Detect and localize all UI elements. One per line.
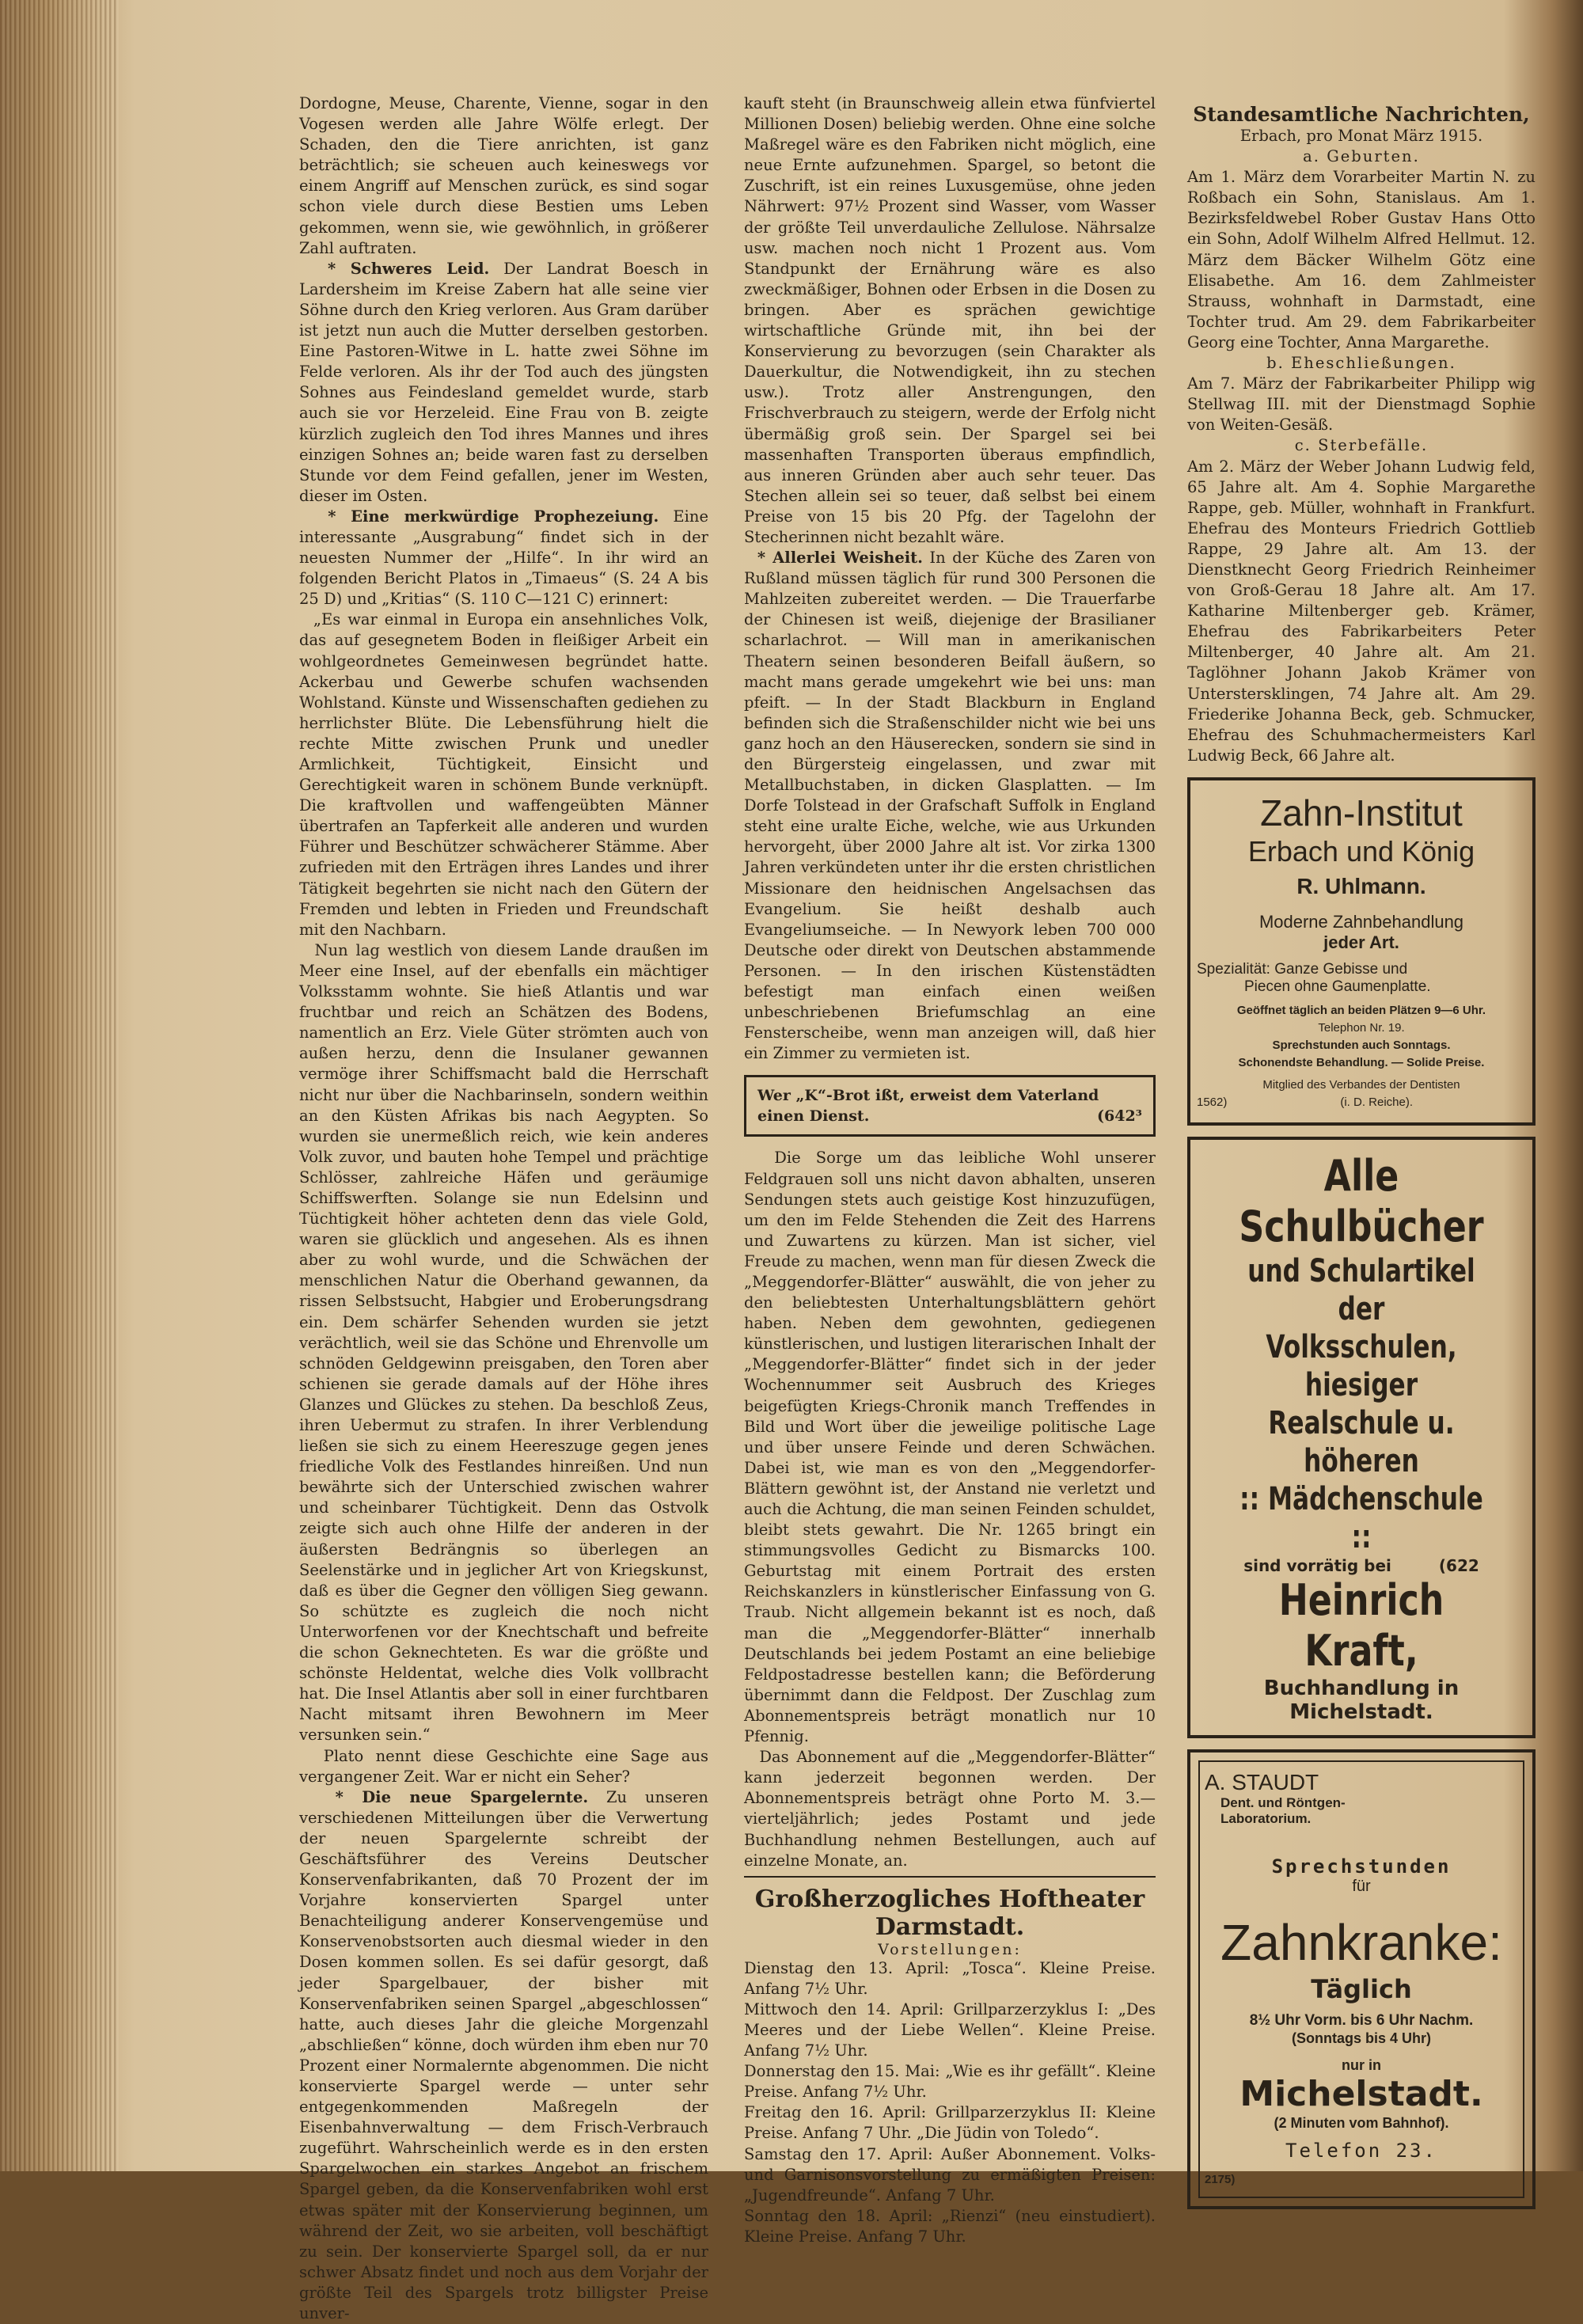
- article-meggendorfer: Die Sorge um das leibliche Wohl unserer Feldgrauen soll uns nicht davon abhalten, unseren Sendungen stets auch geistige Kost hinzuzufügen, um den im Felde Stehenden die Zeit des Harrens und Zuwartens zu kürzen. Man ist sicher, viel Freude zu machen, wenn man für diesen Zweck die „Meggendorfer-Blätter“ auswählt, die von jeher zu den beliebtesten Unterhaltungsblättern gehört haben. Neben dem gewohnten, gediegenen künstlerischen, und lustigen literarischen Inhalt der „Meggendorfer-Blätter“ findet sich in der jeder Wochennummer seit Ausbruch des Krieges beigefügten Kriegs-Chronik manch Treffendes in Bild und Wort über die jeweilige politische Lage und über unsere Feinde und deren Schwächen. Dabei ist, wie man es von den „Meggendorfer-Blättern gewöhnt ist, der Anstand nie verletzt und auch die Achtung, die man seinen Feinden schuldet, bleibt stets gewahrt. Die Nr. 1265 bringt ein stimmungsvolles Gedicht zu Bismarcks 100. Geburtstag mit einem Portrait des ersten Reichskanzlers in künstlerischer Einfassung von G. Traub. Nicht allgemein bekannt ist es noch, daß man die „Meggendorfer-Blätter“ innerhalb Deutschlands bei jedem Postamt an eine beliebige Feldpostadresse bestellen kann; die Beförderung übernimmt dann die Feldpost. Der Zuschlag zum Abonnementspreis beträgt monatlich nur 10 Pfennig.: [744, 1149, 1156, 1746]
- ad-staudt: [1187, 1749, 1536, 2209]
- ad-sub: Dent. und Röntgen-: [1220, 1794, 1346, 1810]
- article-paragraph: Nun lag westlich von diesem Lande draußen im Meer eine Insel, auf der ebenfalls ein mächtiger Volksstamm wohnte. Sie hieß Atlantis und war fruchtbar und reich an Schätzen des Bodens, namentlich an Erz. Viele Güter strömten auch von außen herzu, denn die Insulaner gewannen vermöge ihrer Schiffsmacht bald die Herrschaft nicht nur über die Nachbarinseln, sondern weithin an den Küsten Afrikas bis nach Aegypten. So wurden sie unermeßlich reich, wie kein anderes Volk zuvor, und bauten hohe Tempel und prächtige Schlösser, zahlreiche Häfen und geräumige Schiffswerften. Solange sie nun Edelsinn und Tüchtigkeit höher achteten denn das viele Gold, waren sie glücklich und angesehen. Als es ihnen aber zu wohl wurde, und die Schwächen der menschlichen Natur die Oberhand gewannen, da rissen Selbstsucht, Habgier und Eroberungsdrang ein. Dem schärfer Sehenden wurden sie jetzt verächtlich, weil sie das Schöne und Ehrenvolle um schnöden Geldgewinn preisgaben, den Toren aber schienen sie gerade damals auf der Höhe ihres Glanzes und Glückes zu stehen. Da beschloß Zeus, ihren Uebermut zu strafen. In ihrer Verblendung ließen sie sich zu einem Heereszuge gegen jenes friedliche Volk des Festlandes hinreißen. Und nun bewährte sich der Unterschied zwischen wahrer und scheinbarer Tüchtigkeit. Denn das Ostvolk zeigte sich auch ohne Hilfe der anderen in der äußersten Bedrängnis so überlegen an Seelenstärke und in jeglicher Art von Kriegskunst, daß es über die Gegner den völligen Sieg gewann. So schützte es zugleich die noch nicht Unterworfenen vor der Knechtschaft und befreite die schon Geknechteten. Es war die größte und schönste Heldentat, welche dies Volk vollbracht hat. Die Insel Atlantis aber soll in einer furchtbaren Nacht mitsamt ihren Bewohnern im Meer versunken sein.“: [299, 940, 708, 1745]
- ad-title: A. STAUDT: [1205, 1769, 1319, 1794]
- ad-zahn-institut: [1187, 777, 1536, 1126]
- column-middle: [744, 93, 1156, 2246]
- ad-row: [1197, 1556, 1526, 1575]
- standesamt-text: Am 7. März der Fabrikarbeiter Philipp wig Stellwag III. mit der Dienstmagd Sophie von Weiten-Gesäß.: [1187, 374, 1536, 435]
- ad-sub: Laboratorium.: [1220, 1810, 1312, 1826]
- kbrot-line2: einen Dienst.: [757, 1107, 870, 1126]
- article-spargelernte: * Die neue Spargelernte. Zu unseren verschiedenen Mitteilungen über die Verwertung der neuen Spargelernte schreibt der Geschäftsführer des Vereins Deutscher Konservenfabrikanten, daß 70 Prozent der im Vorjahre konservierten Spargel unter Benachteiligung anderer Konservengemüse und Konservenobstsorten auch diesmal wieder in den Dosen kommen sollen. Es sei dafür gesorgt, daß jeder Spargelbauer, der bisher mit Konservenfabriken seinen Spargel „abgeschlossen“ hatte, auch dieses Jahr die gleiche Morgenzahl „abschließen“ könne, doch würden ihm eben nur 70 Prozent einer Normalernte abgenommen. Die nicht konservierte Spargel werde — unter sehr entgegenkommenden Maßregeln der Eisenbahnverwaltung — dem Frisch-Verbrauch zugeführt. Wahrscheinlich werde es in den ersten Spargelwochen ein starkes Angebot an frischem Spargel geben, da die Konservenfabriken wohl erst etwas später mit der Konservierung beginnen, um während der Zeit, wo sie arbeiten, voll beschäftigt zu sein. Der konservierte Spargel soll, da er nur schwer Absatz findet und noch aus dem Vorjahr der größte Teil des Spargels trotz billigster Preise unver-: [299, 1787, 708, 2323]
- divider: [744, 1876, 1156, 1878]
- ad-owner: R. Uhlmann.: [1296, 873, 1426, 898]
- column-right: [1187, 103, 1536, 2186]
- ad-care: Schonendste Behandlung. — Solide Preise.: [1238, 1055, 1485, 1069]
- ad-phone: Telephon Nr. 19.: [1318, 1020, 1405, 1035]
- ad-schulbuecher: [1187, 1137, 1536, 1738]
- ad-spec: Spezialität: Ganze Gebisse und: [1197, 960, 1408, 978]
- ad-city: Michelstadt.: [1239, 2073, 1483, 2114]
- ad-sunday: Sprechstunden auch Sonntags.: [1272, 1038, 1451, 1052]
- column-left: [299, 93, 708, 2323]
- standesamt-text: Am 2. März der Weber Johann Ludwig feld, 65 Jahre alt. Am 4. Sophie Margarethe Rappe, geb. Müller, wohnhaft in Frankfurt. Ehefrau des Monteurs Friedrich Gottlieb Rappe, 29 Jahre alt. Am 13. der Dienstknecht Georg Friedrich Reinheimer von Groß-Gerau 18 Jahre alt. Am 17. Katharine Miltenberger geb. Krämer, Ehefrau des Fabrikarbeiters Peter Miltenberger, 40 Jahre alt. Am 21. Taglöhner Johann Jakob Krämer von Unterstersklingen, 74 Jahre alt. Am 29. Friederike Johanna Beck, geb. Schmucker, Ehefrau des Schuhmachermeisters Karl Ludwig Beck, 66 Jahre alt.: [1187, 457, 1536, 765]
- ad-seller-location: Buchhandlung in Michelstadt.: [1263, 1676, 1460, 1724]
- standesamt-heading: a. Geburten.: [1303, 147, 1420, 166]
- ad-fuer: für: [1352, 1877, 1371, 1895]
- ad-line: Realschule u. höheren: [1268, 1404, 1455, 1479]
- theater-entry: Donnerstag den 15. Mai: „Wie es ihr gefällt“. Kleine Preise. Anfang 7½ Uhr.: [744, 2062, 1156, 2102]
- ad-station: (2 Minuten vom Bahnhof).: [1274, 2114, 1449, 2131]
- ad-title: Zahn-Institut: [1260, 792, 1463, 834]
- ad-sprechstunden: Sprechstunden: [1271, 1855, 1452, 1878]
- ad-line: Moderne Zahnbehandlung: [1258, 911, 1464, 932]
- theater-entry: Sonntag den 18. April: „Rienzi“ (neu einstudiert). Kleine Preise. Anfang 7 Uhr.: [744, 2206, 1156, 2246]
- ad-taeglich: Täglich: [1311, 1973, 1412, 2004]
- ad-telefon: Telefon 23.: [1285, 2139, 1437, 2162]
- kbrot-notice: [744, 1075, 1156, 1137]
- standesamt-text: Am 1. März dem Vorarbeiter Martin N. zu Roßbach ein Sohn, Stanislaus. Am 1. Bezirksfeldwebel Rober Gustav Hans Otto ein Sohn, Adolf Wilhelm Alfred Hellmut. 12. März dem Bäcker Wilhelm Götz eine Elisabethe. Am 16. dem Zahlmeister Strauss, wohnhaft in Darmstadt, eine Tochter trud. Am 29. dem Fabrikarbeiter Georg eine Tochter, Anna Margarethe.: [1187, 168, 1536, 351]
- article-paragraph: kauft steht (in Braunschweig allein etwa fünfviertel Millionen Dosen) beliebig werden. Ohne eine solche Maßregel wäre es den Fabriken nicht möglich, eine neue Ernte aufzunehmen. Spargel, so betont die Zuschrift, ist ein reines Luxusgemüse, ohne jeden Nährwert: 97½ Prozent sind Wasser, vom Wasser der größte Teil unverdauliche Zellulose. Nährsalze usw. machen noch nicht 1 Prozent aus. Vom Standpunkt der Ernährung wäre es also zweckmäßiger, Bohnen oder Erbsen in die Dosen zu bringen. Aber es sprächen gewichtige wirtschaftliche Gründe mit, ihn bei der Konservierung zu bevorzugen (sein Charakter als Dauerkultur, die Notwendigkeit, ihn zu stechen usw.). Trotz aller Anstrengungen, den Frischverbrauch zu steigern, werde der Erfolg nicht übermäßig groß sein. Der Spargel sei bei massenhaften Transporten überaus empfindlich, aus inneren Gründen aber auch sehr teuer. Das Stechen allein sei so teuer, daß selbst bei einem Preise von 15 bis 20 Pfg. der Tagelohn der Stecherinnen nicht bezahlt wäre.: [744, 94, 1156, 546]
- ad-code: (622: [1438, 1555, 1479, 1575]
- standesamt-heading: c. Sterbefälle.: [1294, 436, 1429, 455]
- theater-subtitle: Vorstellungen:: [878, 1940, 1022, 1958]
- ad-line: Volksschulen, hiesiger: [1266, 1328, 1457, 1403]
- ad-nur: nur in: [1342, 2056, 1381, 2073]
- standesamt-dateline: Erbach, pro Monat März 1915.: [1239, 127, 1483, 145]
- ad-sunday: (Sonntags bis 4 Uhr): [1291, 2030, 1431, 2046]
- theater-entry: Freitag den 16. April: Grillparzerzyklus II: Kleine Preise. Anfang 7 Uhr. „Die Jüdin von Toledo“.: [744, 2103, 1156, 2143]
- ad-code: 1562): [1197, 1095, 1228, 1109]
- article-schweres-leid: * Schweres Leid. Der Landrat Boesch in Lardersheim im Kreise Zabern hat alle seine vier Söhne durch den Krieg verloren. Aus Gram darüber ist jetzt nun auch die Mutter derselben gestorben. Eine Pastoren-Witwe in L. hatte zwei Söhne im Felde verloren. Als ihr der Tod auch des jüngsten Sohnes aus Feindesland gemeldet wurde, starb auch sie vor Herzeleid. Eine Frau von B. zeigte kürzlich zugleich den Tod ihres Mannes und ihres einzigen Sohnes an; beide waren fast zu derselben Stunde vor dem Feind gefallen, jener im Westen, dieser im Osten.: [299, 259, 708, 505]
- ad-staudt-inner: [1198, 1760, 1524, 2198]
- ad-member: Mitglied des Verbandes der Dentisten: [1262, 1077, 1460, 1092]
- kbrot-line1: Wer „K“-Brot ißt, erweist dem Vaterland: [757, 1087, 1099, 1105]
- ad-code: 2175): [1205, 2172, 1236, 2186]
- theater-entry: Mittwoch den 14. April: Grillparzerzyklus I: „Des Meeres und der Liebe Wellen“. Kleine Preise. Anfang 7½ Uhr.: [744, 1999, 1156, 2060]
- ad-names: Erbach und König: [1247, 834, 1475, 868]
- article-paragraph: Dordogne, Meuse, Charente, Vienne, sogar in den Vogesen werden alle Jahre Wölfe erlegt. Der Schaden, den die Tiere anrichten, ist ganz beträchtlich; sie scheuen auch keineswegs vor einem Angriff auf Menschen zurück, es sind sogar schon viele durch diese Bestien ums Leben gekommen, wenn sie, wie gewöhnlich, in größerer Zahl auftraten.: [299, 94, 708, 257]
- article-abonnement: Das Abonnement auf die „Meggendorfer-Blätter“ kann jederzeit begonnen werden. Der Abonnementspreis beträgt ohne Porto M. 3.— vierteljährlich; jedes Postamt und jede Buchhandlung nehmen Bestellungen, auch auf einzelne Monate, an.: [744, 1748, 1156, 1870]
- article-prophezeiung: * Eine merkwürdige Prophezeiung. Eine interessante „Ausgrabung“ findet sich in der neuesten Nummer der „Hilfe“. In ihr wird an folgenden Bericht Platos in „Timaeus“ (S. 24 A bis 25 D) und „Kritias“ (S. 110 C—121 C) erinnert:: [299, 507, 708, 609]
- article-weisheit: * Allerlei Weisheit. In der Küche des Zaren von Rußland müssen täglich für rund 300 Personen die Mahlzeiten zubereitet werden. — Die Trauerfarbe der Chinesen ist weiß, diejenige der Brasilianer scharlachrot. — Will man in amerikanischen Theatern seinen besonderen Beifall äußern, so macht mans gerade umgekehrt wie bei uns: man pfeift. — In der Stadt Blackburn in England befinden sich die Straßenschilder nicht wie bei uns ganz hoch an den Häuserecken, sondern sie sind in den Bürgersteig eingelassen, und zwar mit Metallbuchstaben, in dicken Glasplatten. — Im Dorfe Tolstead in der Grafschaft Suffolk in England steht eine uralte Eiche, welche, wie aus Urkunden hervorgeht, über 2000 Jahre alt ist. Vor zirka 1300 Jahren verkündeten unter ihr die ersten christlichen Missionare den heidnischen Angelsachsen das Evangelium. Sie heißt deshalb auch Evangeliumseiche. — In Newyork leben 700 000 Deutsche oder direkt von Deutschen abstammende Personen. — In den irischen Küstenstädten befestigt man einfach einen weißen unbeschriebenen Briefumschlag an eine Fensterscheibe, wenn man anzeigen will, daß hier ein Zimmer zu vermieten ist.: [744, 549, 1156, 1063]
- ad-assoc: (i. D. Reiche).: [1340, 1095, 1414, 1109]
- theater-title: Großherzogliches Hoftheater Darmstadt.: [754, 1885, 1145, 1941]
- ad-zahnkranke: Zahnkranke:: [1220, 1913, 1502, 1971]
- standesamt-title: Standesamtliche Nachrichten,: [1193, 103, 1530, 126]
- theater-entry: Dienstag den 13. April: „Tosca“. Kleine Preise. Anfang 7½ Uhr.: [744, 1958, 1156, 1998]
- standesamt-heading: b. Eheschließungen.: [1266, 354, 1456, 373]
- ad-headline: Alle Schulbücher: [1239, 1150, 1484, 1251]
- ad-line: sind vorrätig bei: [1243, 1555, 1391, 1575]
- page-edge-stack: [0, 0, 119, 2171]
- theater-entry: Samstag den 17. April: Außer Abonnement. Volks- und Garnisonsvorstellung zu ermäßigten Preisen: „Jugendfreunde“. Anfang 7 Uhr.: [744, 2144, 1156, 2204]
- ad-footer: [1197, 1094, 1526, 1111]
- ad-hours: 8½ Uhr Vorm. bis 6 Uhr Nachm.: [1249, 2011, 1474, 2029]
- ad-seller: Heinrich Kraft,: [1278, 1574, 1444, 1676]
- article-paragraph: Plato nennt diese Geschichte eine Sage aus vergangener Zeit. War er nicht ein Seher?: [299, 1746, 708, 1786]
- ad-hours: Geöffnet täglich an beiden Plätzen 9—6 Uhr.: [1236, 1003, 1486, 1017]
- ad-line: :: Mädchenschule ::: [1239, 1480, 1483, 1555]
- ad-line: jeder Art.: [1323, 932, 1399, 952]
- ad-line: und Schulartikel der: [1247, 1252, 1475, 1327]
- kbrot-code: (642³: [1097, 1107, 1142, 1126]
- ad-spec: Piecen ohne Gaumenplatte.: [1244, 978, 1431, 995]
- article-paragraph: „Es war einmal in Europa ein ansehnliches Volk, das auf gesegnetem Boden in fleißiger Arbeit ein wohlgeordnetes Gemeinwesen begründet hatte. Ackerbau und Gewerbe schufen wachsenden Wohlstand. Künste und Wissenschaften gediehen zu herrlichster Blüte. Die Lebensführung hielt die rechte Mitte zwischen Prunk und unedler Armlichkeit, Tüchtigkeit, Einsicht und Gerechtigkeit waren in schönem Bunde verknüpft. Die kraftvollen und waffengeübten Männer übertrafen an Tapferkeit alle anderen und wurden Führer und Beschützer schwächerer Stämme. Aber zufrieden mit den Erträgen ihres Landes und ihrer Tätigkeit begehrten sie nicht nach den Gütern der Fremden und lebten in Frieden und Freundschaft mit den Nachbarn.: [299, 610, 708, 939]
